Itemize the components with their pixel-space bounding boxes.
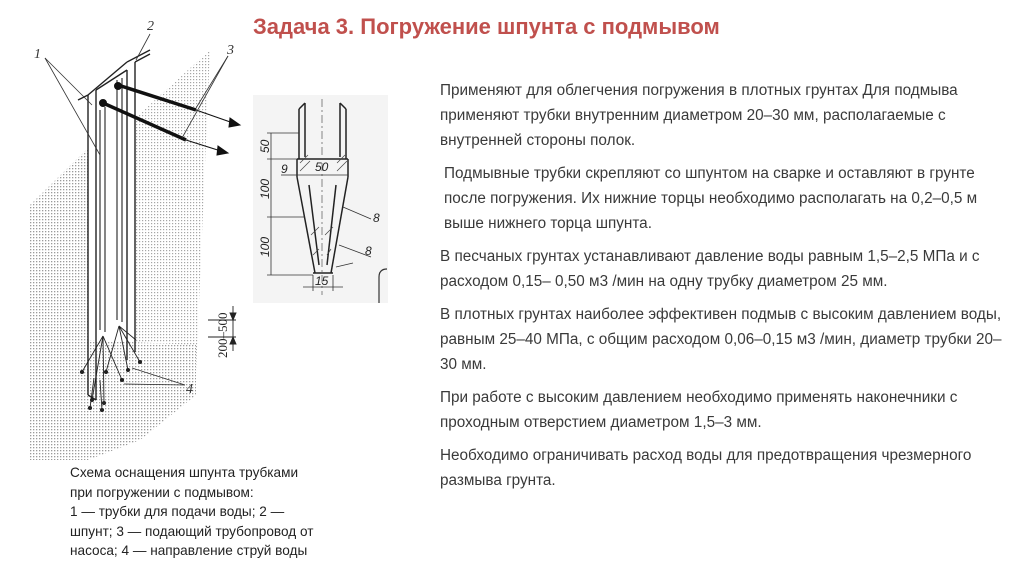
caption-line: Схема оснащения шпунта трубками [70,465,299,480]
paragraph-6: Необходимо ограничивать расход воды для предотвращения чрезмерного размыва грунта. [440,447,972,489]
nozzle-drawing [253,95,388,303]
dim-15: 15 [315,274,329,288]
dim-50-top: 50 [258,139,272,153]
label-2: 2 [147,19,154,34]
label-1: 1 [34,47,41,62]
jetting-tubes [100,78,122,332]
caption-line: шпунт; 3 — подающий трубопровод от [70,523,314,539]
label-3: 3 [227,43,234,58]
paragraph-5: При работе с высоким давлением необходимо применять наконечники с проходным отверстием диаметром 1,5–3 мм. [440,389,958,431]
dim-50-width: 50 [315,160,329,174]
figure-caption [70,463,370,561]
dim-9: 9 [281,162,288,176]
caption-line: 1 — трубки для подачи воды; 2 — [70,504,285,519]
dim-100-lower: 100 [258,236,272,257]
dimension-label: 200–500 [215,312,230,358]
caption-line: насоса; 4 — направление струй воды [70,543,308,558]
dim-8-lower: 8 [365,244,372,258]
paragraph-4: В плотных грунтах наиболее эффективен подмыв с высоким давлением воды, равным 25–40 МПа, с общим расходом 0,06–0,15 м3 /мин, диаметр трубки 20– 30 мм. [440,306,1002,373]
slide-title: Задача 3. Погружение шпунта с подмывом [253,14,720,39]
dim-8-upper: 8 [373,211,380,225]
paragraph-3: В песчаных грунтах устанавливают давление воды равным 1,5–2,5 МПа и с расходом 0,15– 0,50 м3 /мин на одну трубку диаметром 25 мм. [440,248,980,290]
dim-100: 100 [258,178,272,199]
label-4: 4 [186,382,193,397]
caption-line: при погружении с подмывом: [70,484,254,500]
paragraph-1: Применяют для облегчения погружения в плотных грунтах Для подмыва применяют трубки внутренним диаметром 20–30 мм, располагаемые с внутренней стороны полок. [440,82,958,149]
paragraph-2: Подмывные трубки скрепляют со шпунтом на сварке и оставляют в грунте после погружения. Их нижние торцы необходимо располагать на 0,2–0,5 м выше нижнего торца шпунта. [444,165,978,232]
soil-left [30,148,88,460]
body-text [440,78,1006,501]
